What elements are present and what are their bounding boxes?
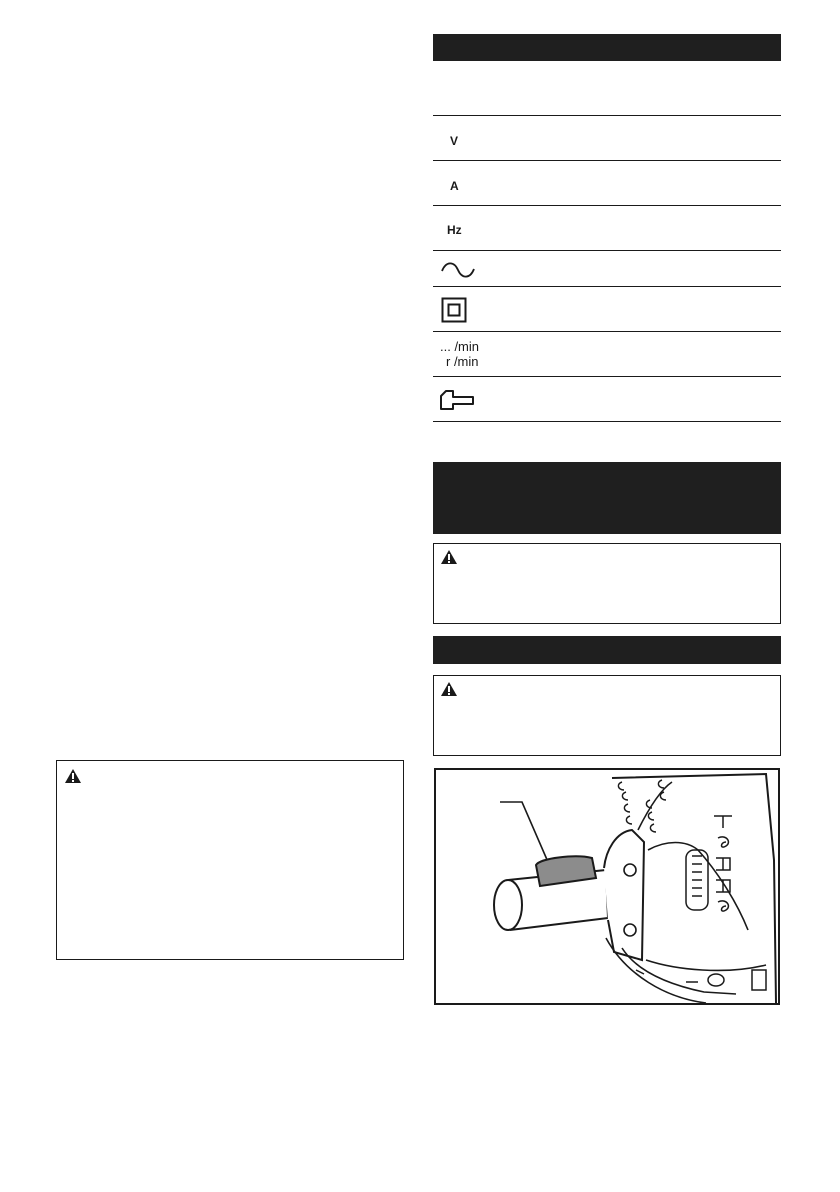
table-divider bbox=[433, 250, 781, 251]
volt-symbol: V bbox=[450, 134, 459, 148]
warning-triangle-icon bbox=[440, 549, 458, 565]
warning-triangle-icon bbox=[440, 681, 458, 697]
warning-triangle-icon bbox=[64, 768, 82, 784]
table-divider bbox=[433, 160, 781, 161]
symbols-table-header bbox=[433, 34, 781, 61]
rpm-symbol bbox=[440, 339, 479, 369]
section-title-bar bbox=[433, 462, 781, 534]
rotary-hammer-drawing bbox=[436, 770, 778, 1003]
table-divider bbox=[433, 331, 781, 332]
table-divider bbox=[433, 286, 781, 287]
rpm-line-2: r /min bbox=[446, 354, 479, 369]
table-divider bbox=[433, 421, 781, 422]
table-divider bbox=[433, 376, 781, 377]
table-divider bbox=[433, 115, 781, 116]
hammer-mode-icon bbox=[439, 389, 475, 411]
rpm-line-1: ... /min bbox=[440, 339, 480, 354]
tool-illustration-figure bbox=[434, 768, 780, 1005]
warning-box bbox=[56, 760, 404, 960]
double-insulation-icon bbox=[441, 297, 467, 323]
hertz-symbol: Hz bbox=[447, 223, 462, 237]
ampere-symbol: A bbox=[450, 179, 459, 193]
section-bar bbox=[433, 636, 781, 664]
warning-box bbox=[433, 543, 781, 624]
warning-box bbox=[433, 675, 781, 756]
table-divider bbox=[433, 205, 781, 206]
alternating-current-icon bbox=[440, 260, 476, 280]
